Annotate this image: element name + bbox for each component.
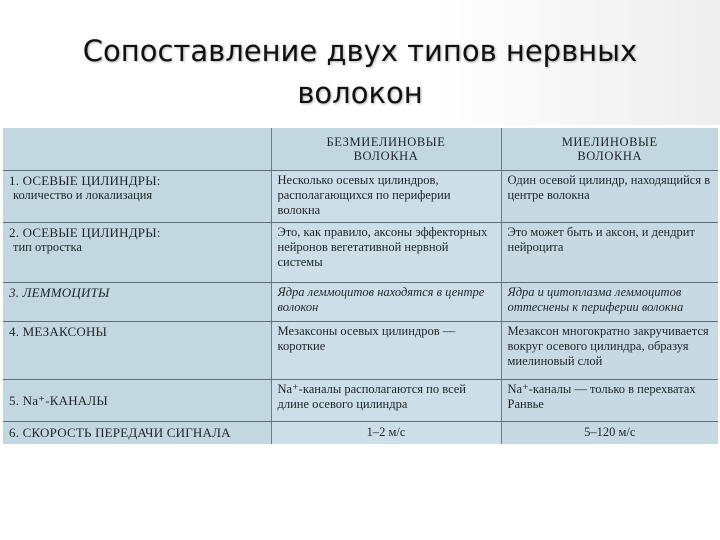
myelinated-cell: Na⁺-каналы — только в перехватах Ранвье (501, 380, 718, 421)
unmyelinated-cell: Na⁺-каналы располагаются по всей длине осевого цилиндра (271, 380, 501, 421)
slide-title-line-1: Сопоставление двух типов нервных (82, 34, 638, 68)
criterion-cell (3, 322, 271, 380)
criterion-cell (3, 222, 271, 282)
criterion-cell (3, 171, 271, 223)
slide-title-line-2: волокон (297, 76, 423, 110)
header-unmyelinated-line-1: БЕЗМИЕЛИНОВЫЕ (326, 135, 446, 149)
header-myelinated-line-1: МИЕЛИНОВЫЕ (561, 135, 658, 149)
myelinated-cell: Один осевой цилиндр, находящийся в центре волокна (501, 171, 718, 223)
table-row (3, 421, 718, 444)
unmyelinated-cell: 1–2 м/с (271, 421, 501, 444)
unmyelinated-cell: Несколько осевых цилиндров, располагающихся по периферии волокна (271, 171, 501, 223)
header-criterion (3, 128, 271, 171)
table-row (3, 222, 718, 282)
header-myelinated-line-2: ВОЛОКНА (577, 149, 643, 163)
criterion-cell (3, 380, 271, 421)
criterion-label: 3. ЛЕММОЦИТЫ (9, 284, 110, 300)
scanned-comparison-table (3, 128, 718, 444)
table-header-row (3, 128, 718, 171)
unmyelinated-cell: Это, как правило, аксоны эффекторных нейронов вегетативной нервной системы (271, 222, 501, 282)
unmyelinated-cell: Ядра леммоцитов находятся в центре волокон (271, 282, 501, 321)
table-row (3, 380, 718, 421)
header-unmyelinated-line-2: ВОЛОКНА (353, 149, 419, 163)
myelinated-cell: Мезаксон многократно закручивается вокруг осевого цилиндра, образуя миелиновый слой (501, 322, 718, 380)
table-row (3, 171, 718, 223)
criterion-label: 2. ОСЕВЫЕ ЦИЛИНДРЫ: (9, 224, 161, 240)
criterion-cell (3, 282, 271, 321)
header-myelinated (501, 128, 718, 171)
unmyelinated-cell: Мезаксоны осевых цилиндров — короткие (271, 322, 501, 380)
header-unmyelinated (271, 128, 501, 171)
table-row (3, 282, 718, 321)
criterion-label: 1. ОСЕВЫЕ ЦИЛИНДРЫ: (9, 173, 161, 188)
criterion-sublabel: тип отростка (13, 239, 82, 254)
criterion-label: 5. Na⁺-КАНАЛЫ (9, 392, 108, 408)
myelinated-cell: 5–120 м/с (501, 421, 718, 444)
criterion-cell (3, 421, 271, 444)
criterion-sublabel: количество и локализация (13, 188, 153, 202)
comparison-table (3, 128, 718, 444)
criterion-label: 4. МЕЗАКСОНЫ (9, 324, 108, 340)
table-row (3, 322, 718, 380)
criterion-label: 6. СКОРОСТЬ ПЕРЕДАЧИ СИГНАЛА (9, 425, 231, 441)
myelinated-cell: Это может быть и аксон, и дендрит нейроцита (501, 222, 718, 282)
myelinated-cell: Ядра и цитоплазма леммоцитов оттеснены к периферии волокна (501, 282, 718, 321)
slide-title (40, 30, 680, 114)
